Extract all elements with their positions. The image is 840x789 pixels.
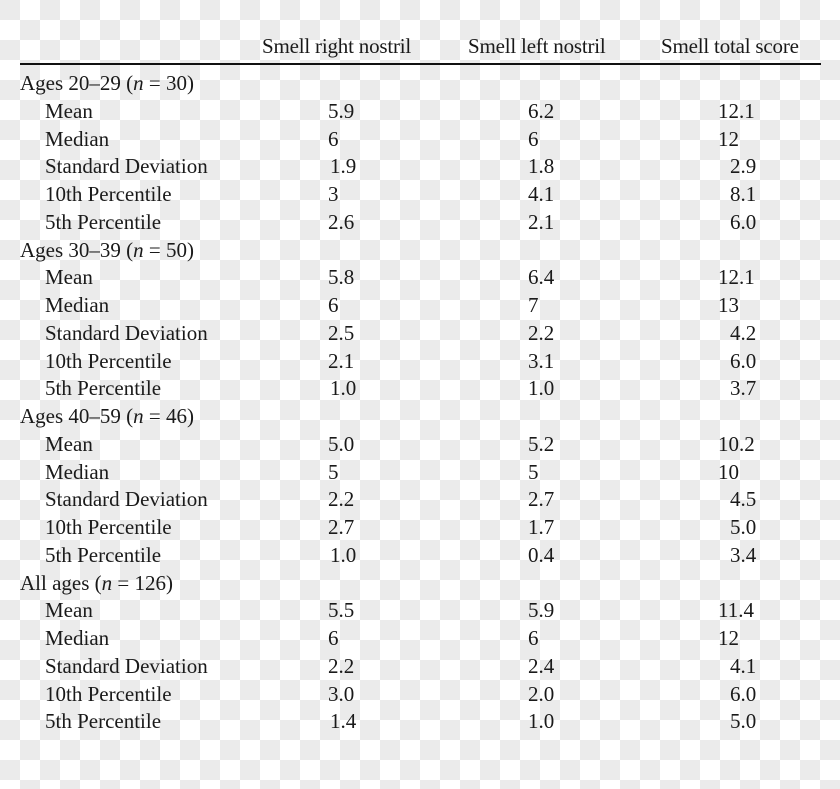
cell-right-nostril: 5 bbox=[328, 459, 339, 484]
cell-total-score: 6.0 bbox=[730, 681, 757, 706]
table-row bbox=[0, 652, 840, 680]
cell-total-score: 5.0 bbox=[730, 709, 757, 734]
table-row bbox=[0, 680, 840, 708]
cell-right-nostril: 2.7 bbox=[328, 515, 355, 539]
cell-left-nostril: 0.4 bbox=[528, 542, 555, 567]
cell-right-nostril: 3 bbox=[328, 182, 339, 206]
table-row bbox=[0, 319, 840, 347]
cell-total-score: 12.1 bbox=[718, 265, 755, 290]
cell-total-score: 13 bbox=[718, 293, 739, 317]
group-label bbox=[20, 69, 194, 97]
cell-total-score: 8.1 bbox=[730, 182, 757, 206]
group-label-suffix: = 46) bbox=[143, 404, 194, 428]
group-label-prefix: All ages ( bbox=[20, 570, 102, 595]
row-label: Mean bbox=[45, 265, 93, 290]
cell-left-nostril: 6 bbox=[528, 126, 539, 151]
row-label: 10th Percentile bbox=[45, 348, 172, 373]
cell-total-score: 4.1 bbox=[730, 653, 757, 678]
row-label: Mean bbox=[45, 431, 93, 456]
cell-total-score: 5.0 bbox=[730, 515, 757, 539]
group-label bbox=[20, 236, 194, 264]
table-row bbox=[0, 347, 840, 375]
cell-left-nostril: 5.9 bbox=[528, 598, 555, 623]
cell-total-score: 3.7 bbox=[730, 376, 757, 401]
cell-right-nostril: 5.8 bbox=[328, 265, 355, 290]
cell-right-nostril: 6 bbox=[328, 626, 339, 650]
cell-left-nostril: 4.1 bbox=[528, 182, 555, 206]
row-label: Standard Deviation bbox=[45, 653, 208, 678]
cell-right-nostril: 1.0 bbox=[330, 376, 357, 401]
group-label-prefix: Ages 20–29 ( bbox=[20, 71, 134, 95]
cell-left-nostril: 2.0 bbox=[528, 681, 555, 706]
cell-right-nostril: 2.1 bbox=[328, 348, 355, 373]
cell-right-nostril: 5.5 bbox=[328, 598, 355, 623]
table-row bbox=[0, 180, 840, 208]
group-label-prefix: Ages 40–59 ( bbox=[20, 404, 134, 428]
cell-left-nostril: 6.4 bbox=[528, 265, 555, 290]
table-row bbox=[0, 374, 840, 402]
row-label: Median bbox=[45, 126, 110, 151]
cell-right-nostril: 2.5 bbox=[328, 320, 355, 345]
group-header-row bbox=[0, 402, 840, 430]
group-header-row bbox=[0, 569, 840, 597]
cell-right-nostril: 6 bbox=[328, 293, 339, 317]
cell-total-score: 3.4 bbox=[730, 542, 757, 567]
table-row bbox=[0, 291, 840, 319]
group-label-n: n bbox=[133, 404, 144, 428]
row-label: Median bbox=[45, 293, 110, 317]
cell-left-nostril: 1.7 bbox=[528, 515, 555, 539]
group-header-row bbox=[0, 236, 840, 264]
cell-total-score: 10.2 bbox=[718, 431, 755, 456]
cell-total-score: 12 bbox=[718, 626, 739, 650]
cell-left-nostril: 2.7 bbox=[528, 487, 555, 512]
row-label: Mean bbox=[45, 98, 93, 123]
cell-right-nostril: 1.0 bbox=[330, 542, 357, 567]
table-row bbox=[0, 430, 840, 458]
cell-right-nostril: 6 bbox=[328, 126, 339, 151]
group-header-row bbox=[0, 69, 840, 97]
row-label: Standard Deviation bbox=[45, 487, 208, 512]
group-label bbox=[20, 402, 194, 430]
table-row bbox=[0, 707, 840, 735]
cell-total-score: 2.9 bbox=[730, 154, 757, 179]
cell-left-nostril: 5.2 bbox=[528, 431, 555, 456]
table-row bbox=[0, 152, 840, 180]
cell-total-score: 6.0 bbox=[730, 348, 757, 373]
cell-left-nostril: 6.2 bbox=[528, 98, 555, 123]
cell-total-score: 6.0 bbox=[730, 209, 757, 234]
cell-total-score: 11.4 bbox=[718, 598, 754, 623]
header-rule bbox=[20, 63, 821, 65]
cell-right-nostril: 5.0 bbox=[328, 431, 355, 456]
cell-right-nostril: 5.9 bbox=[328, 98, 355, 123]
table-row bbox=[0, 125, 840, 153]
cell-total-score: 12.1 bbox=[718, 98, 755, 123]
cell-right-nostril: 3.0 bbox=[328, 681, 355, 706]
table-row bbox=[0, 541, 840, 569]
table-row bbox=[0, 485, 840, 513]
column-header-right-nostril: Smell right nostril bbox=[262, 34, 412, 58]
group-label-suffix: = 30) bbox=[143, 71, 194, 95]
cell-right-nostril: 2.2 bbox=[328, 653, 355, 678]
cell-right-nostril: 2.2 bbox=[328, 487, 355, 512]
cell-left-nostril: 7 bbox=[528, 293, 539, 317]
row-label: 10th Percentile bbox=[45, 515, 172, 539]
cell-total-score: 10 bbox=[718, 459, 739, 484]
row-label: Mean bbox=[45, 598, 93, 623]
cell-total-score: 4.2 bbox=[730, 320, 757, 345]
group-label-n: n bbox=[133, 71, 144, 95]
table-row bbox=[0, 596, 840, 624]
row-label: Standard Deviation bbox=[45, 320, 208, 345]
cell-right-nostril: 1.9 bbox=[330, 154, 357, 179]
group-label-n: n bbox=[133, 237, 144, 262]
cell-left-nostril: 1.0 bbox=[528, 376, 555, 401]
group-label bbox=[20, 569, 173, 597]
cell-left-nostril: 5 bbox=[528, 459, 539, 484]
row-label: Median bbox=[45, 459, 110, 484]
table-row bbox=[0, 208, 840, 236]
group-label-suffix: = 126) bbox=[112, 570, 173, 595]
table-row bbox=[0, 97, 840, 125]
row-label: 5th Percentile bbox=[45, 376, 162, 401]
column-header-total-score: Smell total score bbox=[661, 34, 799, 58]
table-row bbox=[0, 263, 840, 291]
table-row bbox=[0, 513, 840, 541]
group-label-prefix: Ages 30–39 ( bbox=[20, 237, 134, 262]
cell-right-nostril: 2.6 bbox=[328, 209, 355, 234]
cell-total-score: 4.5 bbox=[730, 487, 757, 512]
group-label-suffix: = 50) bbox=[143, 237, 194, 262]
group-label-n: n bbox=[101, 570, 113, 595]
row-label: 5th Percentile bbox=[45, 209, 162, 234]
cell-left-nostril: 2.1 bbox=[528, 209, 555, 234]
cell-left-nostril: 6 bbox=[528, 626, 539, 650]
row-label: 5th Percentile bbox=[45, 542, 162, 567]
cell-left-nostril: 2.4 bbox=[528, 653, 555, 678]
column-header-left-nostril: Smell left nostril bbox=[468, 34, 606, 58]
row-label: Standard Deviation bbox=[45, 154, 208, 179]
cell-total-score: 12 bbox=[718, 126, 739, 151]
table-row bbox=[0, 624, 840, 652]
row-label: 5th Percentile bbox=[45, 709, 162, 734]
row-label: 10th Percentile bbox=[45, 182, 172, 206]
cell-left-nostril: 2.2 bbox=[528, 320, 555, 345]
cell-right-nostril: 1.4 bbox=[330, 709, 357, 734]
cell-left-nostril: 1.0 bbox=[528, 709, 555, 734]
cell-left-nostril: 3.1 bbox=[528, 348, 555, 373]
table-row bbox=[0, 458, 840, 486]
row-label: Median bbox=[45, 626, 110, 650]
row-label: 10th Percentile bbox=[45, 681, 172, 706]
cell-left-nostril: 1.8 bbox=[528, 154, 555, 179]
